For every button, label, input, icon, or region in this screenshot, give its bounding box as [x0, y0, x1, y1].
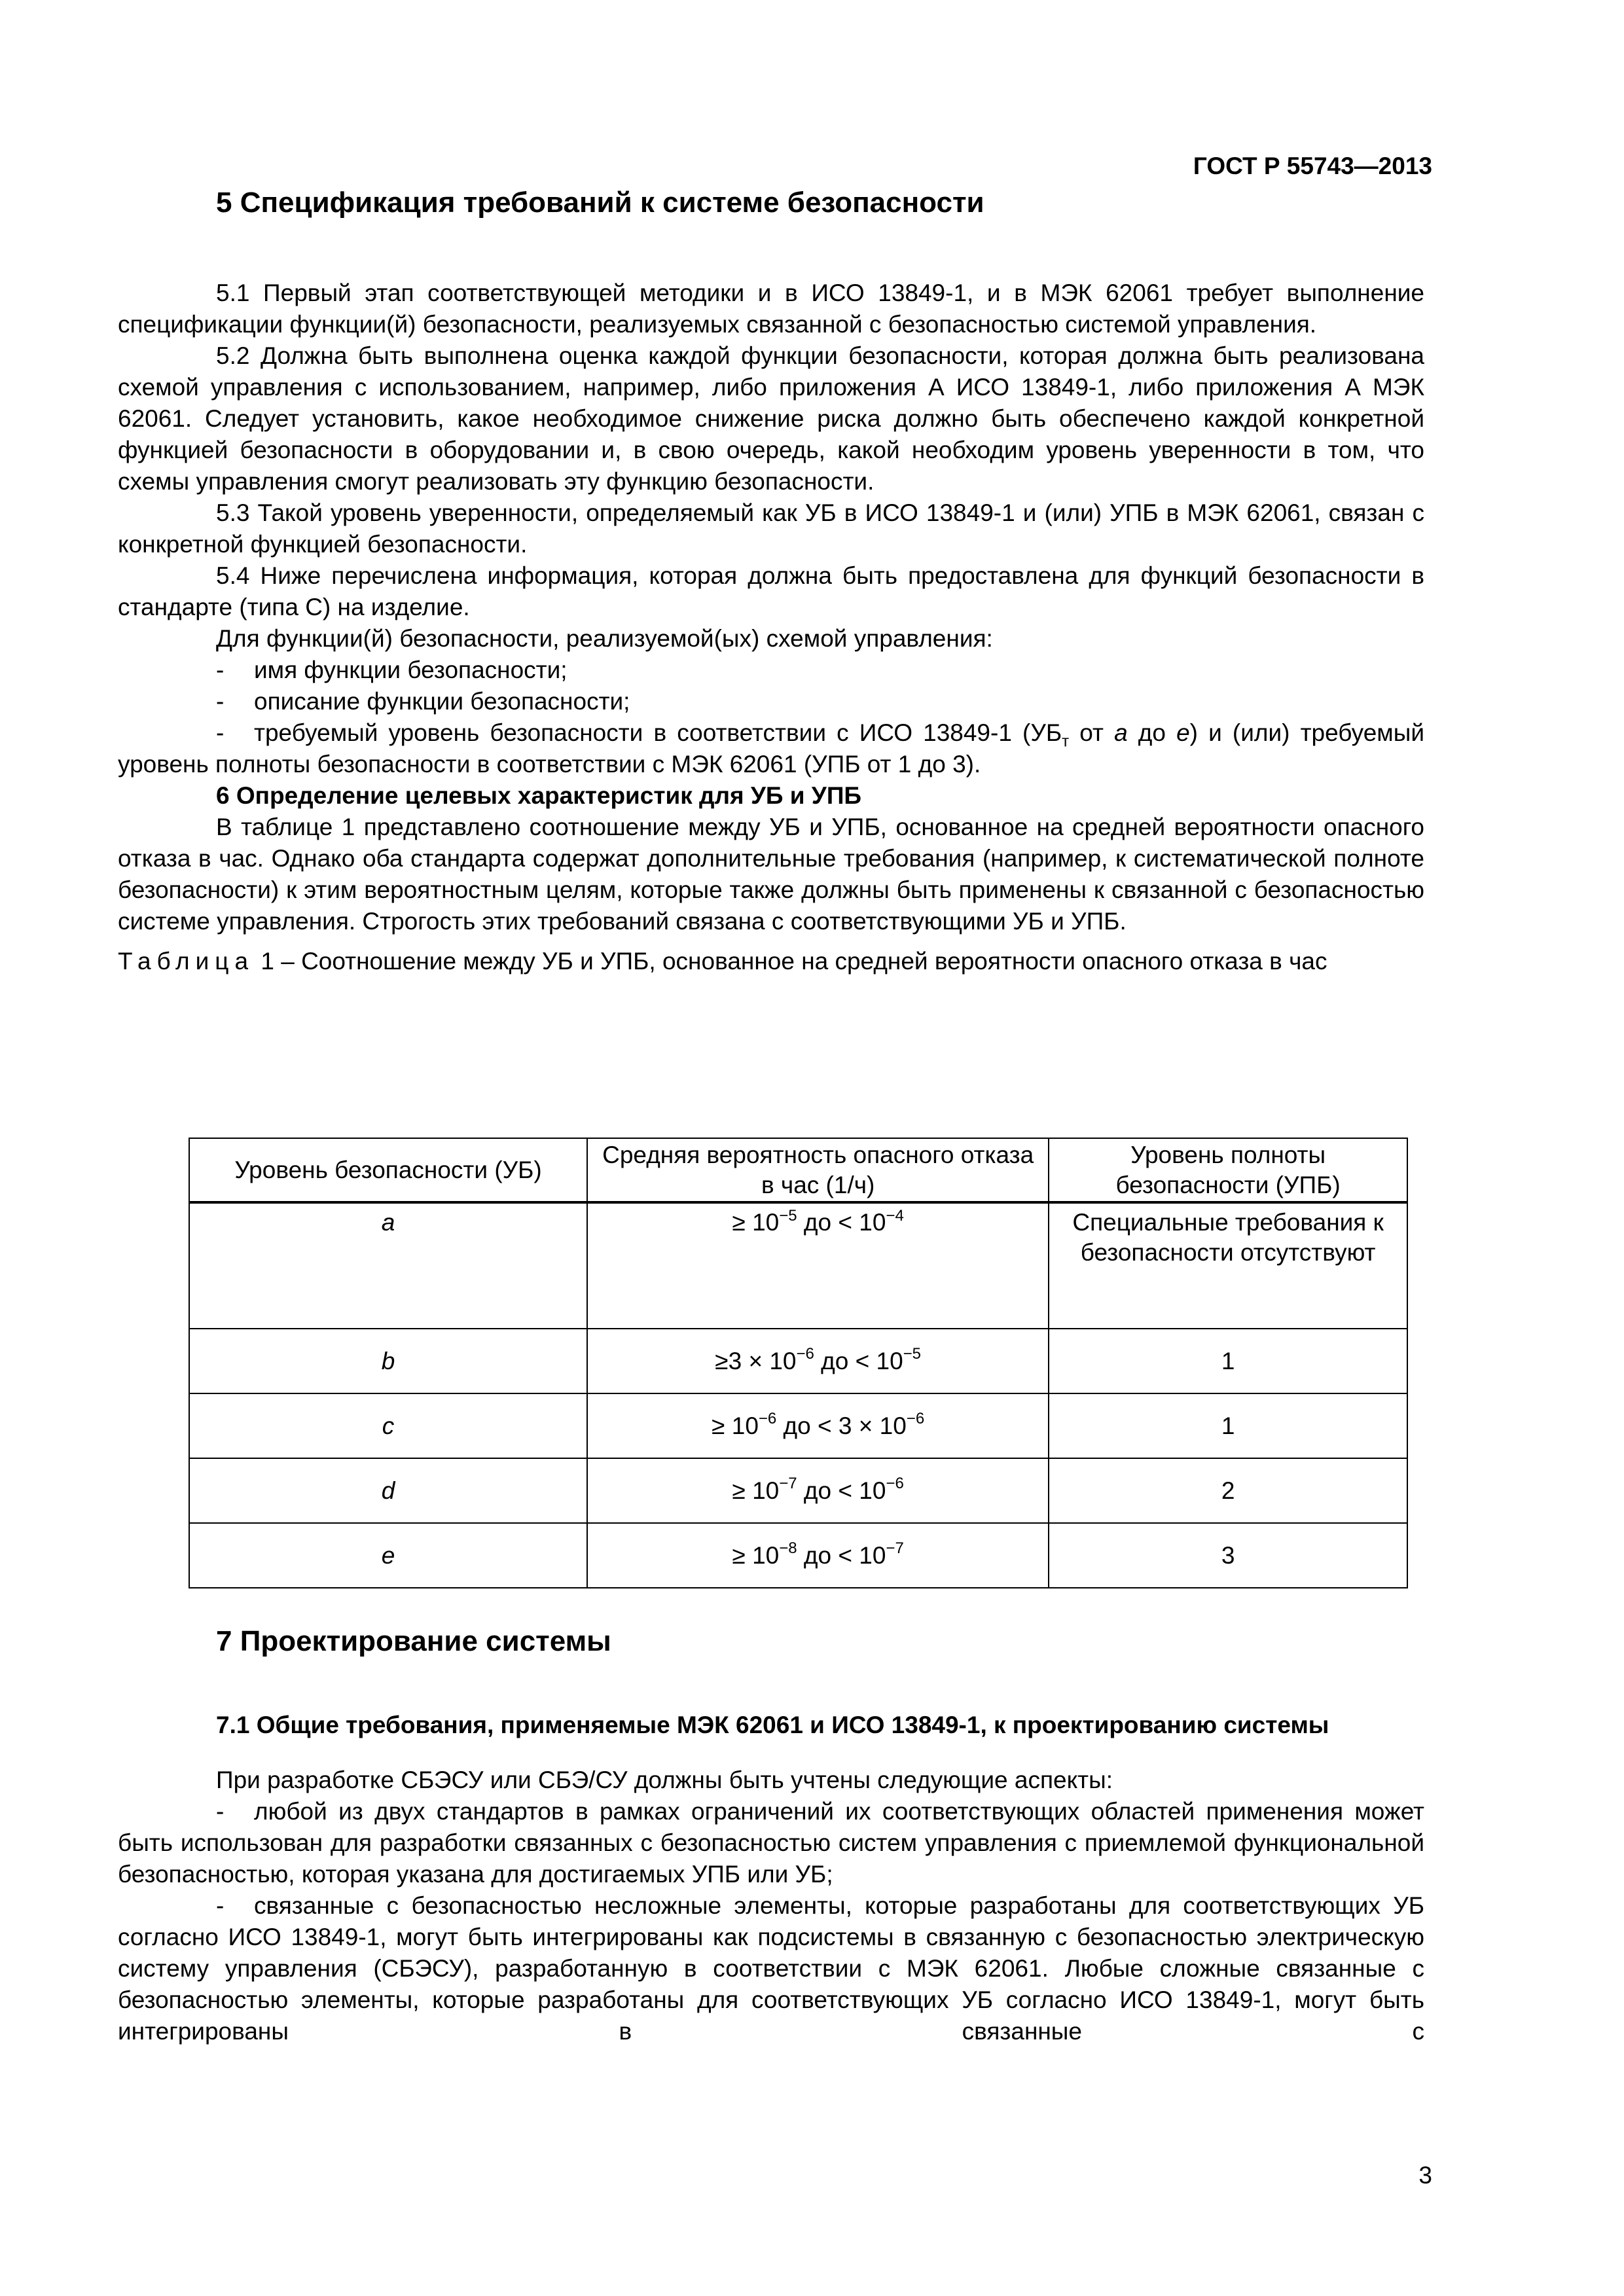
list-item: - имя функции безопасности; [216, 656, 568, 683]
cell-pl: d [189, 1458, 587, 1523]
list-item-text: требуемый уровень безопасности в соответствии с ИСО 13849-1 (УБ [254, 719, 1062, 746]
cell-sil: Специальные требования к безопасности отсутствуют [1049, 1202, 1407, 1329]
cell-sil: 2 [1049, 1458, 1407, 1523]
table-row [189, 1393, 1407, 1458]
header-sil: Уровень полноты безопасности (УПБ) [1049, 1138, 1407, 1202]
section-7-1-title: 7.1 Общие требования, применяемые МЭК 62061 и ИСО 13849-1, к проектированию системы [216, 1712, 1329, 1738]
list-item-text: связанные с безопасностью несложные элементы, которые разработаны для соответствующих УБ согласно ИСО 13849-1, могут быть интегрированы как подсистемы в связанную с безопасностью электрическую систему управления (СБЭСУ), разработанную в соответствии с МЭК 62061. Любые сложные связанные с безопасностью элементы, которые разработаны для соответствующих УБ согласно ИСО 13849-1, могут быть интегрированы в связанные с [118, 1892, 1424, 2045]
list-item: - описание функции безопасности; [216, 688, 630, 715]
table-header-row [189, 1138, 1407, 1202]
level-a: a [1114, 719, 1128, 746]
cell-probability: $\ge 3 \times 10^{-6}$ до < $10^{-5}$ [587, 1329, 1049, 1393]
table-row [189, 1523, 1407, 1588]
cell-probability: ≥ $10^{-7}$ до < $10^{-6}$ [587, 1458, 1049, 1523]
list-item: - требуемый уровень безопасности в соответствии с ИСО 13849-1 ($УБ_т$ от a до e) и (или) требуемый уровень полноты безопасности в соответствии с МЭК 62061 (УПБ от 1 до 3). [118, 719, 1424, 778]
list-item-text: описание функции безопасности; [254, 688, 630, 715]
section-5-title: 5 Спецификация требований к системе безопасности [216, 187, 984, 219]
cell-pl: a [189, 1202, 587, 1329]
paragraph-5-1: 5.1 Первый этап соответствующей методики и в ИСО 13849-1, и в МЭК 62061 требует выполнение спецификации функции(й) безопасности, реализуемых связанной с безопасностью системой управления. [118, 279, 1424, 338]
table-caption [118, 946, 1424, 977]
list-item: - любой из двух стандартов в рамках ограничений их соответствующих областей применения может быть использован для разработки связанных с безопасностью систем управления с приемлемой функциональной безопасностью, которая указана для достигаемых УПБ или УБ; [118, 1798, 1424, 1888]
cell-sil: 1 [1049, 1393, 1407, 1458]
list-item-text: имя функции безопасности; [254, 656, 568, 683]
table-row [189, 1202, 1407, 1329]
list-item-text: до [1127, 719, 1177, 746]
paragraph-7-1: При разработке СБЭСУ или СБЭ/СУ должны быть учтены следующие аспекты: [216, 1767, 1113, 1793]
section-7-title: 7 Проектирование системы [216, 1625, 611, 1657]
cell-probability: ≥ $10^{-8}$ до < $10^{-7}$ [587, 1523, 1049, 1588]
page-number: 3 [1418, 2162, 1432, 2189]
cell-pl: e [189, 1523, 587, 1588]
list-item-text: любой из двух стандартов в рамках ограничений их соответствующих областей применения может быть использован для разработки связанных с безопасностью систем управления с приемлемой функциональной безопасностью, которая указана для достигаемых УПБ или УБ; [118, 1798, 1424, 1888]
cell-probability: ≥ $10^{-5}$ до < $10^{-4}$ [587, 1202, 1049, 1329]
caption-word: Таблица [118, 948, 255, 975]
header-safety-level: Уровень безопасности (УБ) [189, 1138, 587, 1202]
header-probability: Средняя вероятность опасного отказа в час (1/ч) [587, 1138, 1049, 1202]
cell-pl: c [189, 1393, 587, 1458]
paragraph-5-4-intro: Для функции(й) безопасности, реализуемой(ых) схемой управления: [216, 625, 993, 652]
section-7-body [118, 1710, 1424, 2047]
subscript: т [1062, 732, 1070, 751]
cell-probability: ≥ $10^{-6}$ до < $3 \times 10^{-6}$ [587, 1393, 1049, 1458]
section-5-body [118, 278, 1424, 977]
document-id: ГОСТ Р 55743—2013 [1193, 152, 1432, 179]
cell-sil: 3 [1049, 1523, 1407, 1588]
section-6-title: 6 Определение целевых характеристик для УБ и УПБ [216, 782, 862, 809]
cell-sil: 1 [1049, 1329, 1407, 1393]
paragraph-5-4: 5.4 Ниже перечислена информация, которая должна быть предоставлена для функций безопасности в стандарте (типа С) на изделие. [118, 562, 1424, 620]
list-item-text: ) и (или) требуемый уровень полноты безопасности в соответствии с МЭК 62061 (УПБ от 1 до 3). [118, 719, 1424, 778]
paragraph-5-3: 5.3 Такой уровень уверенности, определяемый как УБ в ИСО 13849-1 и (или) УПБ в МЭК 62061, связан с конкретной функцией безопасности. [118, 499, 1424, 558]
paragraph-5-2: 5.2 Должна быть выполнена оценка каждой функции безопасности, которая должна быть реализована схемой управления с использованием, например, либо приложения А ИСО 13849-1, либо приложения А МЭК 62061. Следует установить, какое необходимое снижение риска должно быть обеспечено каждой конкретной функцией безопасности в оборудовании и, в свою очередь, какой необходим уровень уверенности в том, что схемы управления смогут реализовать эту функцию безопасности. [118, 342, 1424, 495]
list-item: - связанные с безопасностью несложные элементы, которые разработаны для соответствующих УБ согласно ИСО 13849-1, могут быть интегрированы как подсистемы в связанную с безопасностью электрическую систему управления (СБЭСУ), разработанную в соответствии с МЭК 62061. Любые сложные связанные с безопасностью элементы, которые разработаны для соответствующих УБ согласно ИСО 13849-1, могут быть интегрированы в связанные с [118, 1892, 1424, 2045]
cell-pl: b [189, 1329, 587, 1393]
caption-text: 1 – Соотношение между УБ и УПБ, основанное на средней вероятности опасного отказа в час [254, 948, 1327, 975]
table-1 [189, 1138, 1408, 1588]
table-row [189, 1458, 1407, 1523]
table-row [189, 1329, 1407, 1393]
list-item-text: от [1069, 719, 1115, 746]
paragraph-6: В таблице 1 представлено соотношение между УБ и УПБ, основанное на средней вероятности опасного отказа в час. Однако оба стандарта содержат дополнительные требования (например, к систематической полноте безопасности) к этим вероятностным целям, которые также должны быть применены к связанной с безопасностью системе управления. Строгость этих требований связана с соответствующими УБ и УПБ. [118, 814, 1424, 935]
level-e: e [1176, 719, 1190, 746]
